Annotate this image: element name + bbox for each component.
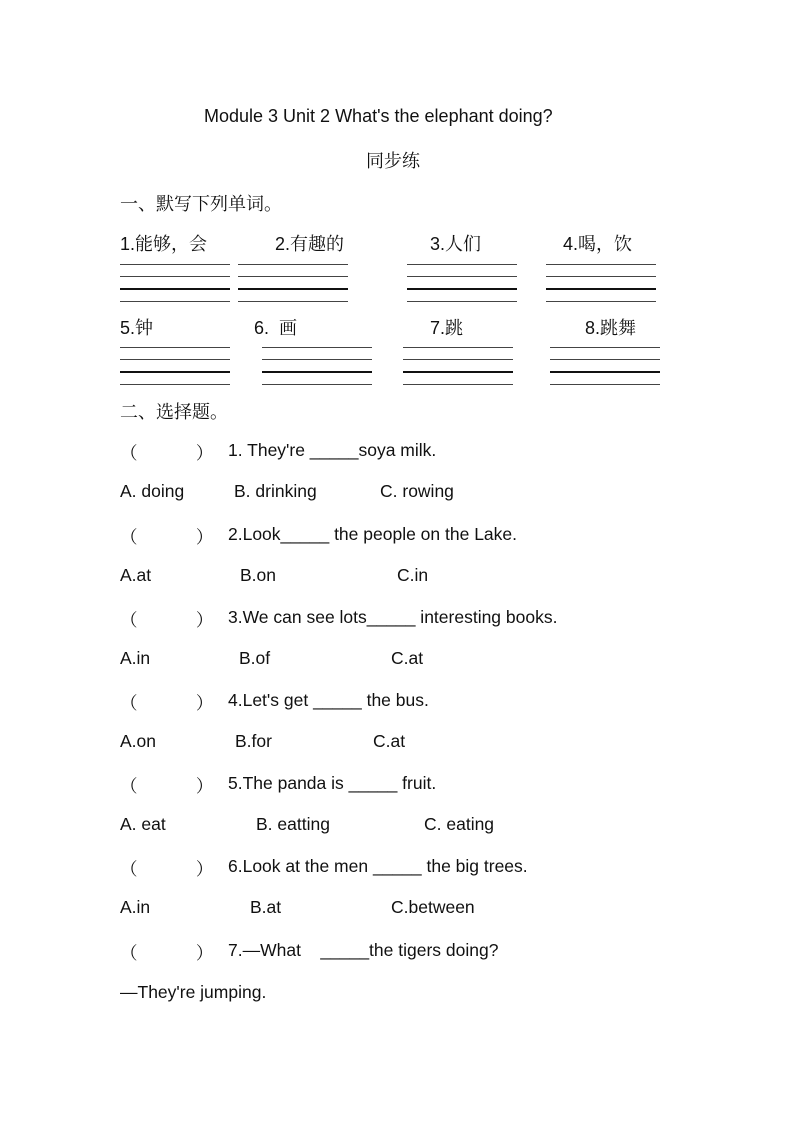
answer-paren[interactable]: （ ） <box>120 776 214 796</box>
option-b: B.of <box>239 648 271 668</box>
option-a: A.on <box>120 731 156 751</box>
answer-paren[interactable]: （ ） <box>120 859 214 879</box>
writing-lines-1[interactable] <box>120 264 230 304</box>
word-prompt-4: 4.喝，饮 <box>563 234 633 254</box>
answer-paren[interactable]: （ ） <box>120 943 214 963</box>
word-prompt-8: 8.跳舞 <box>585 318 637 338</box>
option-a: A.in <box>120 648 151 668</box>
word-prompt-7: 7.跳 <box>430 318 464 338</box>
answer-paren[interactable]: （ ） <box>120 610 214 630</box>
option-c: C. eating <box>424 814 495 834</box>
word-prompt-3: 3.人们 <box>430 234 482 254</box>
option-a: A. eat <box>120 814 166 834</box>
question-text: 6.Look at the men _____ the big trees. <box>228 856 528 876</box>
option-c: C.in <box>397 565 429 585</box>
writing-lines-5[interactable] <box>120 347 230 387</box>
writing-lines-7[interactable] <box>403 347 513 387</box>
word-prompt-5: 5.钟 <box>120 318 154 338</box>
answer-paren[interactable]: （ ） <box>120 693 214 713</box>
question-text: 7.—What _____the tigers doing? <box>228 940 499 960</box>
question-text: 5.The panda is _____ fruit. <box>228 773 437 793</box>
option-a: A.at <box>120 565 152 585</box>
option-b: B.for <box>235 731 272 751</box>
option-b: B.on <box>240 565 276 585</box>
section1-heading: 一、默写下列单词。 <box>120 194 282 214</box>
word-prompt-6: 6. 画 <box>254 318 298 338</box>
writing-lines-4[interactable] <box>546 264 656 304</box>
answer-paren[interactable]: （ ） <box>120 527 214 547</box>
option-c: C. rowing <box>380 481 454 501</box>
writing-lines-2[interactable] <box>238 264 348 304</box>
option-c: C.between <box>391 897 475 917</box>
page-subtitle: 同步练 <box>366 151 420 171</box>
option-b: B. eatting <box>256 814 330 834</box>
option-b: B. drinking <box>234 481 317 501</box>
writing-lines-8[interactable] <box>550 347 660 387</box>
question-text: 4.Let's get _____ the bus. <box>228 690 429 710</box>
question-text: 2.Look_____ the people on the Lake. <box>228 524 517 544</box>
option-c: C.at <box>391 648 424 668</box>
writing-lines-6[interactable] <box>262 347 372 387</box>
section2-heading: 二、选择题。 <box>120 402 228 422</box>
option-a: A. doing <box>120 481 185 501</box>
word-prompt-2: 2.有趣的 <box>275 234 345 254</box>
dialogue-answer: —They're jumping. <box>120 982 267 1002</box>
answer-paren[interactable]: （ ） <box>120 443 214 463</box>
option-c: C.at <box>373 731 406 751</box>
word-prompt-1: 1.能够，会 <box>120 234 208 254</box>
option-b: B.at <box>250 897 282 917</box>
option-a: A.in <box>120 897 151 917</box>
writing-lines-3[interactable] <box>407 264 517 304</box>
question-text: 3.We can see lots_____ interesting books. <box>228 607 558 627</box>
question-text: 1. They're _____soya milk. <box>228 440 437 460</box>
page-title: Module 3 Unit 2 What's the elephant doing? <box>204 106 553 126</box>
